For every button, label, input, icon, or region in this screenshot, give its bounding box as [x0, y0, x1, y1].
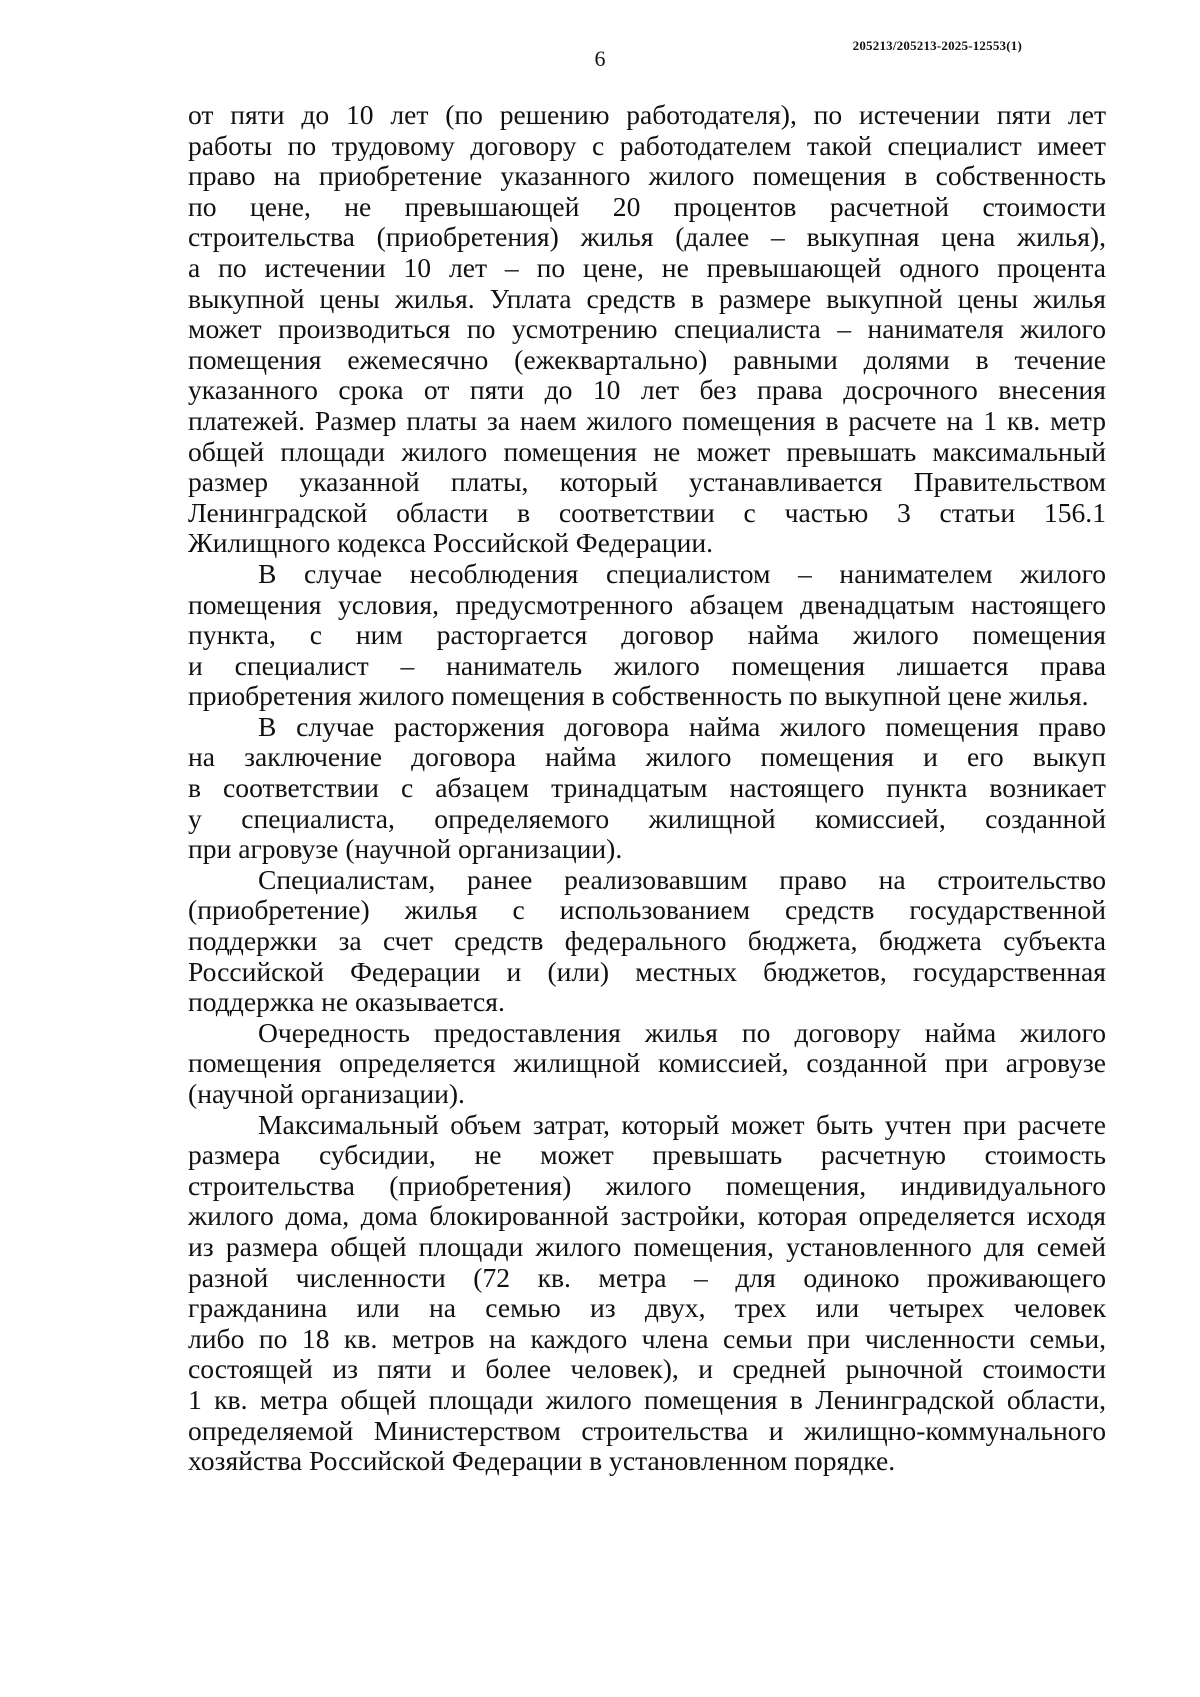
text-line: при агровузе (научной организации). [188, 833, 623, 865]
paragraph [188, 865, 1106, 1018]
text-line: строительства (приобретения) жилого помещения, индивидуального [188, 1169, 1106, 1201]
text-line: состоящей из пяти и более человек), и средней рыночной стоимости [188, 1353, 1106, 1385]
text-line: жилого дома, дома блокированной застройки, которая определяется исходя [188, 1200, 1106, 1232]
text-line: либо по 18 кв. метров на каждого члена семьи при численности семьи, [188, 1322, 1106, 1354]
document-body [188, 100, 1106, 1477]
text-line: разной численности (72 кв. метра – для одиноко проживающего [188, 1261, 1106, 1293]
text-line: Специалистам, ранее реализовавшим право на строительство [258, 863, 1106, 895]
text-line: В случае расторжения договора найма жилого помещения право [258, 710, 1106, 742]
text-line: выкупной цены жилья. Уплата средств в размере выкупной цены жилья [188, 282, 1106, 314]
text-line: поддержки за счет средств федерального бюджета, бюджета субъекта [188, 925, 1106, 957]
text-line: по цене, не превышающей 20 процентов расчетной стоимости [188, 190, 1106, 222]
text-line: 1 кв. метра общей площади жилого помещения в Ленинградской области, [188, 1383, 1106, 1415]
text-line: Российской Федерации и (или) местных бюджетов, государственная [188, 955, 1106, 987]
paragraph [188, 712, 1106, 865]
paragraph [188, 1018, 1106, 1110]
text-line: помещения определяется жилищной комиссией, созданной при агровузе [188, 1047, 1106, 1079]
text-line: в соответствии с абзацем тринадцатым настоящего пункта возникает [188, 772, 1106, 804]
paragraph [188, 100, 1106, 559]
text-line: от пяти до 10 лет (по решению работодателя), по истечении пяти лет [188, 99, 1106, 130]
text-line: право на приобретение указанного жилого помещения в собственность [188, 160, 1106, 192]
text-line: Максимальный объем затрат, который может быть учтен при расчете [258, 1108, 1106, 1140]
text-line: указанного срока от пяти до 10 лет без права досрочного внесения [188, 374, 1106, 406]
text-line: Жилищного кодекса Российской Федерации. [188, 527, 714, 559]
text-line: и специалист – наниматель жилого помещения лишается права [188, 649, 1106, 681]
text-line: В случае несоблюдения специалистом – нанимателем жилого [258, 557, 1106, 589]
text-line: размера субсидии, не может превышать расчетную стоимость [188, 1139, 1106, 1171]
text-line: гражданина или на семью из двух, трех или четырех человек [188, 1292, 1106, 1324]
text-line: из размера общей площади жилого помещения, установленного для семей [188, 1230, 1106, 1262]
text-line: на заключение договора найма жилого помещения и его выкуп [188, 741, 1106, 773]
text-line: хозяйства Российской Федерации в установленном порядке. [188, 1445, 896, 1477]
text-line: (научной организации). [188, 1078, 465, 1109]
text-line: Ленинградской области в соответствии с частью 3 статьи 156.1 [188, 496, 1106, 528]
text-line: платежей. Размер платы за наем жилого помещения в расчете на 1 кв. метр [188, 404, 1106, 436]
text-line: а по истечении 10 лет – по цене, не превышающей одного процента [188, 251, 1106, 283]
text-line: (приобретение) жилья с использованием средств государственной [188, 894, 1106, 926]
text-line: размер указанной платы, который устанавливается Правительством [188, 466, 1106, 498]
paragraph [188, 1110, 1106, 1477]
text-line: может производиться по усмотрению специалиста – нанимателя жилого [188, 313, 1106, 345]
text-line: приобретения жилого помещения в собственность по выкупной цене жилья. [188, 680, 1089, 712]
text-line: пункта, с ним расторгается договор найма жилого помещения [188, 619, 1106, 651]
text-line: помещения условия, предусмотренного абзацем двенадцатым настоящего [188, 588, 1106, 620]
text-line: общей площади жилого помещения не может превышать максимальный [188, 435, 1106, 467]
text-line: строительства (приобретения) жилья (далее – выкупная цена жилья), [188, 221, 1106, 253]
text-line: определяемой Министерством строительства и жилищно-коммунального [188, 1414, 1106, 1446]
text-line: работы по трудовому договору с работодателем такой специалист имеет [188, 129, 1106, 161]
text-line: поддержка не оказывается. [188, 986, 505, 1018]
text-line: помещения ежемесячно (ежеквартально) равными долями в течение [188, 343, 1106, 375]
text-line: у специалиста, определяемого жилищной комиссией, созданной [188, 802, 1106, 834]
document-id: 205213/205213-2025-12553(1) [852, 38, 1022, 53]
page-number: 6 [594, 46, 606, 71]
text-line: Очередность предоставления жилья по договору найма жилого [258, 1016, 1106, 1048]
paragraph [188, 559, 1106, 712]
